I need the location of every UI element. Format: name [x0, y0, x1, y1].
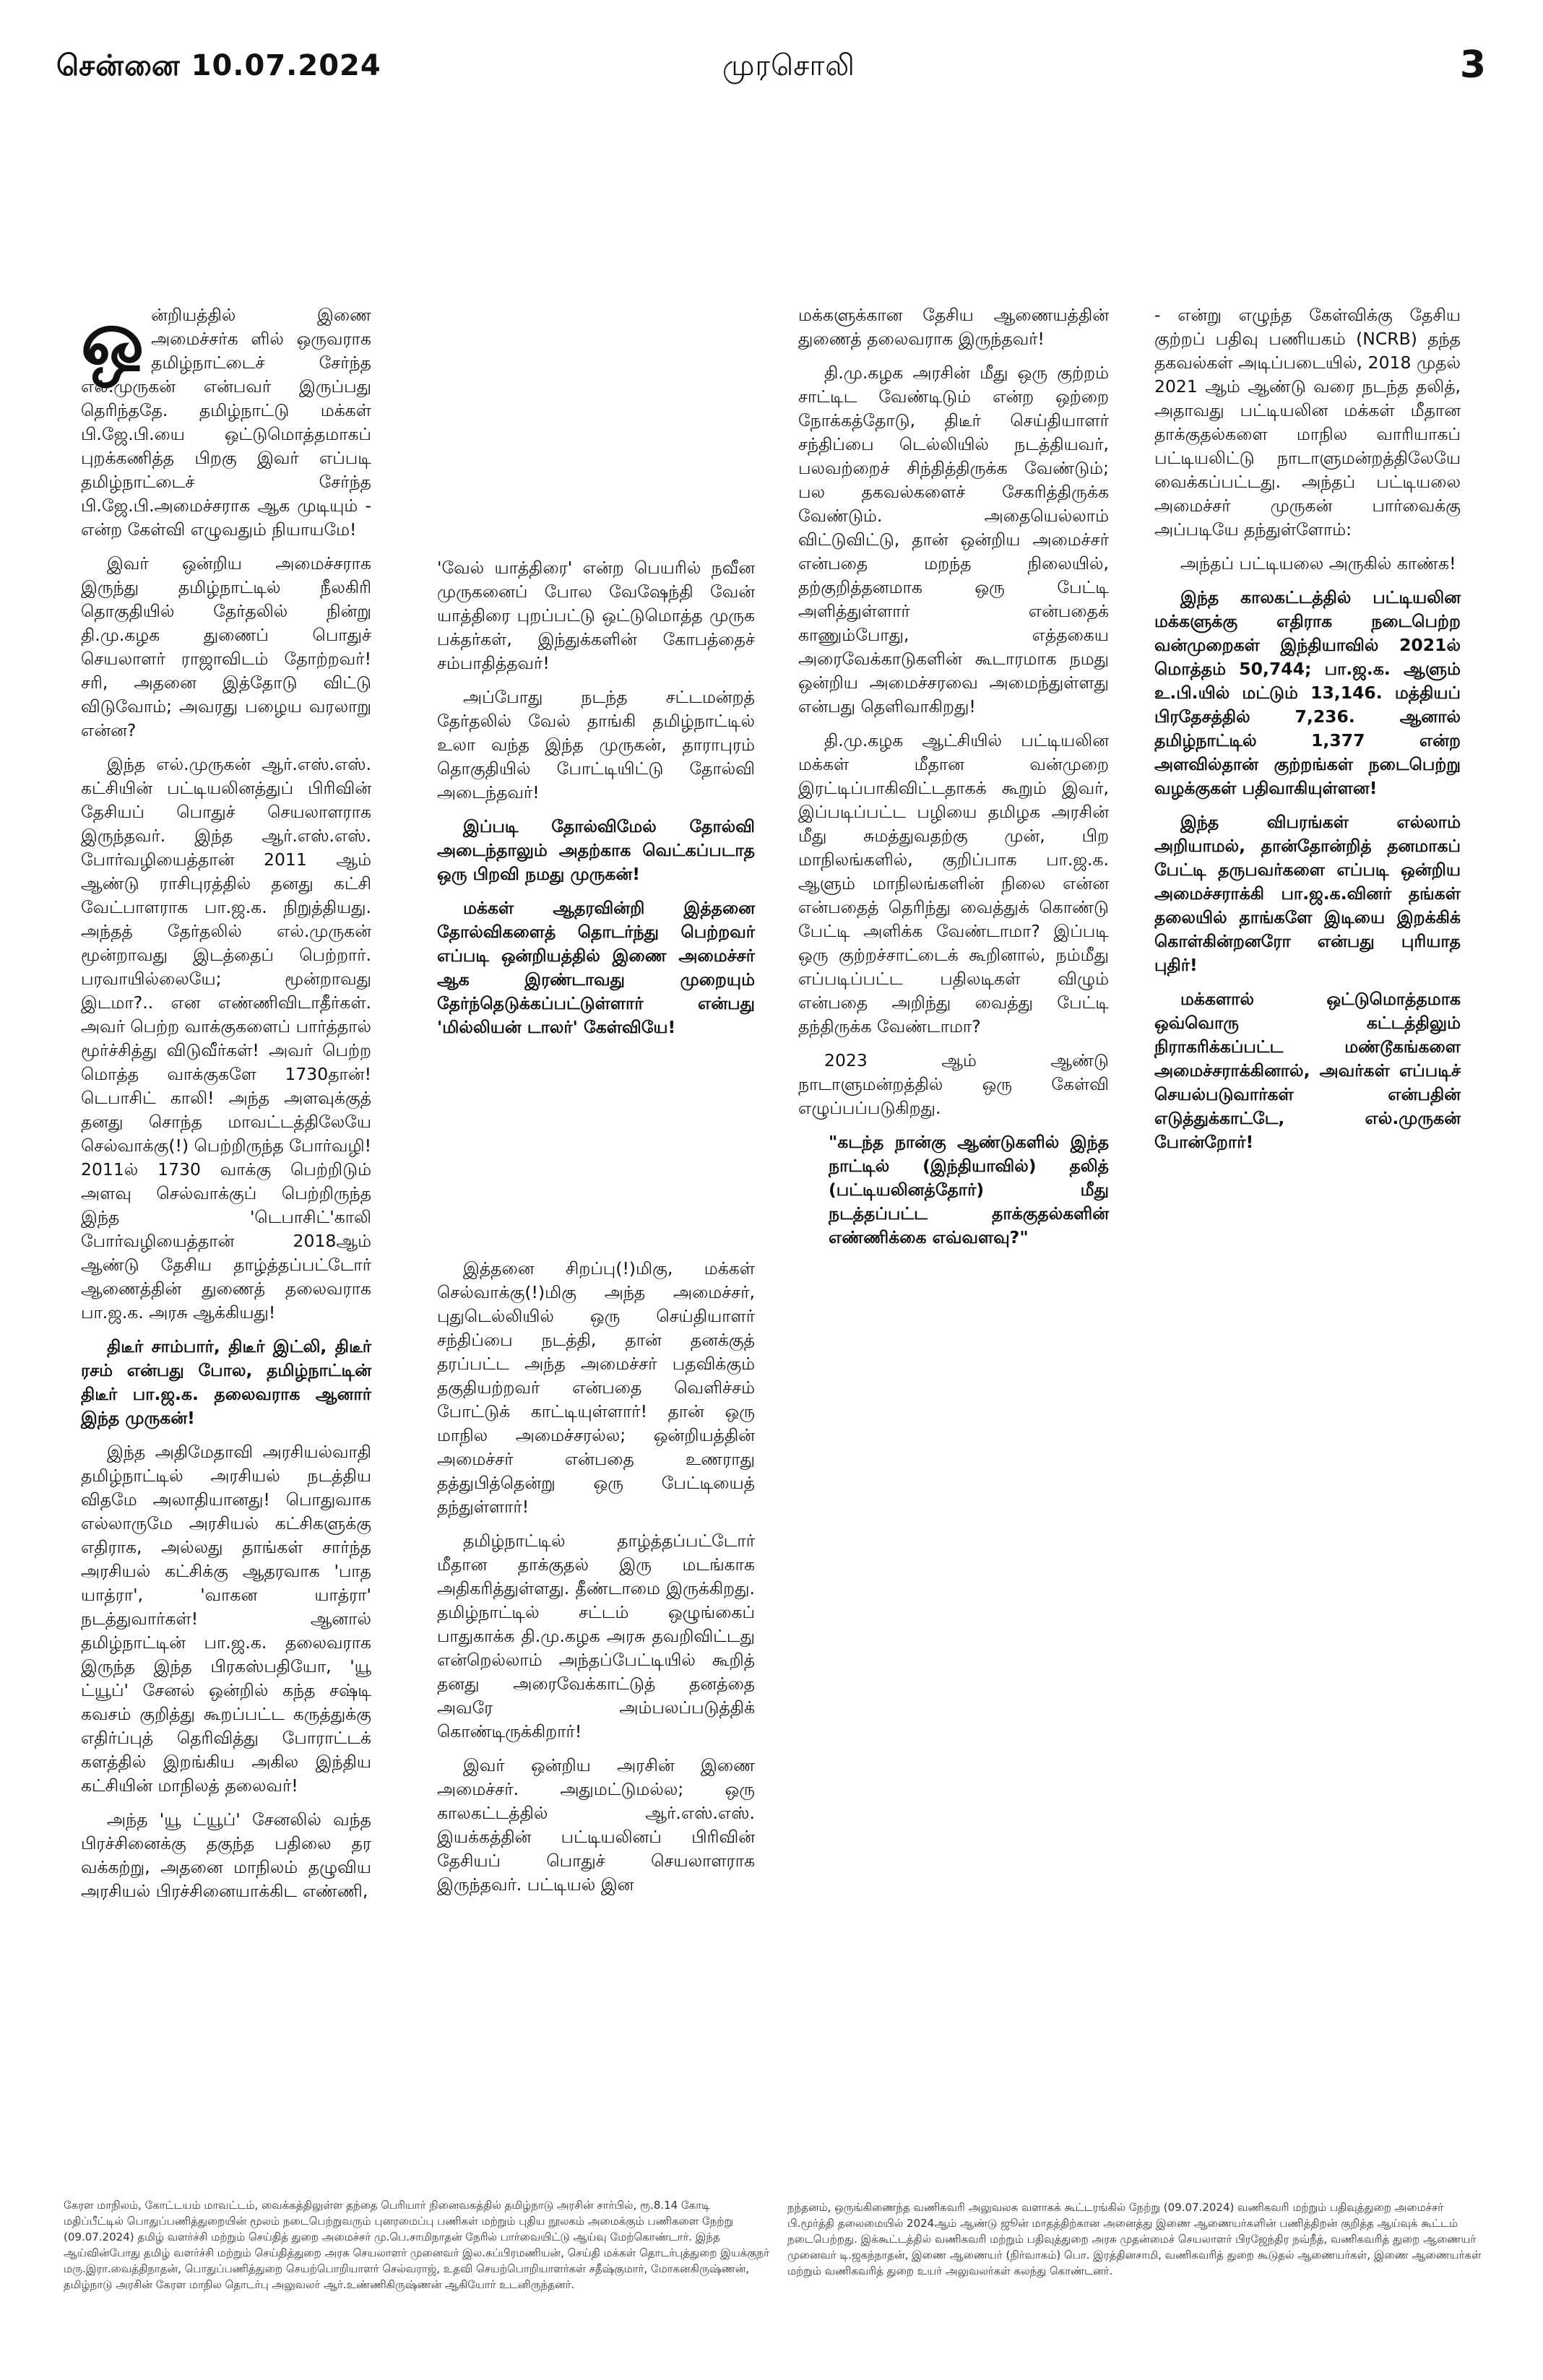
- article-paragraph-bold: மக்களால் ஒட்டுமொத்தமாக ஒவ்வொரு கட்டத்திலும் நிராகரிக்கப்பட்ட மண்டூகங்களை அமைச்சராக்கினால், அவர்கள் எப்படிச் செயல்படுவார்கள் என்பதின் எடுத்துக்காட்டே, எல்.முருகன் போன்றோர்!: [1154, 989, 1461, 1152]
- article-paragraph-bold: இந்த விபரங்கள் எல்லாம் அறியாமல், தான்தோன்றித் தனமாகப் பேட்டி தருபவர்களை எப்படி ஒன்றிய அமைச்சராக்கி பா.ஜ.க.வினர் தங்கள் தலையில் தாங்களே இடியை இறக்கிக் கொள்கின்றனரோ என்பது புரியாத புதிர்!: [1154, 812, 1461, 975]
- article-paragraph: இந்த எல்.முருகன் ஆர்.எஸ்.எஸ். கட்சியின் பட்டியலினத்துப் பிரிவின் தேசியப் பொதுச் செயலாளராக இருந்தவர். இந்த ஆர்.எஸ்.எஸ். போர்வழியைத்தான் 2011 ஆம் ஆண்டு ராசிபுரத்தில் தனது கட்சி வேட்பாளராக பா.ஜ.க. நிறுத்தியது. அந்தத் தேர்தலில் எல்.முருகன் மூன்றாவது இடத்தைப் பெற்றார். பரவாயில்லையே; மூன்றாவது இடமா?.. என எண்ணிவிடாதீர்கள். அவர் பெற்ற வாக்குகளைப் பார்த்தால் மூர்ச்சித்து விடுவீர்கள்! அவர் பெற்ற மொத்த வாக்குகளே 1730தான்! டெபாசிட் காலி! அந்த அளவுக்குத் தனது சொந்த மாவட்டத்திலேயே செல்வாக்கு(!) பெற்றிருந்த போர்வழி! 2011ல் 1730 வாக்கு பெற்றிடும் அளவு செல்வாக்குப் பெற்றிருந்த இந்த 'டெபாசிட்'காலி போர்வழியைத்தான் 2018ஆம் ஆண்டு தேசிய தாழ்த்தப்பட்டோர் ஆணைத்தின் துணைத் தலைவராக பா.ஜ.க. அரசு ஆக்கியது!: [81, 754, 372, 1323]
- page-number: 3: [1459, 43, 1487, 87]
- article-paragraph: - என்று எழுந்த கேள்விக்கு தேசிய குற்றப் பதிவு பணியகம் (NCRB) தந்த தகவல்கள் அடிப்படையில், 2018 முதல் 2021 ஆம் ஆண்டு வரை நடந்த தலித், அதாவது பட்டியலின மக்கள் மீதான தாக்குதல்களை மாநில வாரியாகப் பட்டியலிட்டு நாடாளுமன்றத்திலேயே வைக்கப்பட்டது. அந்தப் பட்டியலை அமைச்சர் முருகன் பார்வைக்கு அப்படியே தந்துள்ளோம்:: [1154, 305, 1461, 540]
- newspaper-name: முரசொலி: [722, 49, 855, 82]
- article-paragraph: தமிழ்நாட்டில் தாழ்த்தப்பட்டோர் மீதான தாக்குதல் இரு மடங்காக அதிகரித்துள்ளது. தீண்டாமை இருக்கிறது. தமிழ்நாட்டில் சட்டம் ஒழுங்கைப் பாதுகாக்க தி.மு.கழக அரசு தவறிவிட்டது என்றெல்லாம் அந்தப்பேட்டியில் கூறித் தனது அரைவேக்காட்டுத் தனத்தை அவரே அம்பலப்படுத்திக் கொண்டிருக்கிறார்!: [437, 1531, 755, 1741]
- article-paragraph-bold: திடீர் சாம்பார், திடீர் இட்லி, திடீர் ரசம் என்பது போல, தமிழ்நாட்டின் திடீர் பா.ஜ.க. தலைவராக ஆனார் இந்த முருகன்!: [81, 1336, 371, 1428]
- article-column-1: [81, 295, 372, 1913]
- article-paragraph-bold: மக்கள் ஆதரவின்றி இத்தனை தோல்விகளைத் தொடர்ந்து பெற்றவர் எப்படி ஒன்றியத்தில் இணை அமைச்சர் ஆக இரண்டாவது முறையும் தேர்ந்தெடுக்கப்பட்டுள்ளார் என்பது 'மில்லியன் டாலர்' கேள்வியே!: [437, 898, 755, 1037]
- article-column-3: [798, 303, 1109, 1260]
- article-paragraph: [81, 295, 371, 542]
- article-column-4: [1154, 303, 1461, 1164]
- article-paragraph: அப்போது நடந்த சட்டமன்றத் தேர்தலில் வேல் தாங்கி தமிழ்நாட்டில் உலா வந்த இந்த முருகன், தாராபுரம் தொகுதியில் போட்டியிட்டு தோல்வி அடைந்தவர்!: [437, 687, 755, 802]
- article-paragraph: அந்தப் பட்டியலை அருகில் காண்க!: [1180, 553, 1456, 574]
- article-paragraph: இவர் ஒன்றிய அரசின் இணை அமைச்சர். அதுமட்டுமல்ல; ஒரு காலகட்டத்தில் ஆர்.எஸ்.எஸ். இயக்கத்தின் பட்டியலினப் பிரிவின் தேசியப் பொதுச் செயலாளராக இருந்தவர். பட்டியல் இன: [437, 1755, 755, 1895]
- page-date: சென்னை 10.07.2024: [56, 49, 381, 82]
- drop-cap: ஒ: [81, 295, 144, 383]
- article-column-2-bottom: [437, 1257, 755, 1907]
- photo-caption-left: கேரள மாநிலம், கோட்டயம் மாவட்டம், வைக்கத்திலுள்ள தந்தை பெரியார் நினைவகத்தில் தமிழ்நாடு அரசின் சார்பில், ரூ.8.14 கோடி மதிப்பீட்டில் பொதுப்பணித்துறையின் மூலம் நடைபெற்றுவரும் புனரமைப்பு பணிகள் மற்றும் புதிய நூலகம் அமைக்கும் பணிகளை நேற்று (09.07.2024) தமிழ் வளர்ச்சி மற்றும் செய்தித் துறை அமைச்சர் மு.பெ.சாமிநாதன் நேரில் பார்வையிட்டு ஆய்வு மேற்கொண்டார். இந்த ஆய்வின்போது தமிழ் வளர்ச்சி மற்றும் செய்தித்துறை அரசு செயலாளர் முனைவர் இல.சுப்பிரமணியன், செய்தி மக்கள் தொடர்புத்துறை இயக்குநர் மரு.இரா.வைத்திநாதன், பொதுப்பணித்துறை செயற்பொறியாளர் செல்வராஜ், உதவி செயற்பொறியாளர்கள் சதீஷ்குமார், மோகனகிருஷ்ணன், தமிழ்நாடு அரசின் கேரள மாநில தொடர்பு அலுவலர் ஆர்.உண்ணிகிருஷ்ணன் ஆகியோர் உடனிருந்தனர்.: [64, 2199, 770, 2291]
- article-paragraph: தி.மு.கழக ஆட்சியில் பட்டியலின மக்கள் மீதான வன்முறை இரட்டிப்பாகிவிட்டதாகக் கூறும் இவர், இப்படிப்பட்ட பழியை தமிழக அரசின் மீது சுமத்துவதற்கு முன், பிற மாநிலங்களில், குறிப்பாக பா.ஜ.க. ஆளும் மாநிலங்களின் நிலை என்ன என்பதைத் தெரிந்து வைத்துக் கொண்டு பேட்டி அளிக்க வேண்டாமா? இப்படி ஒரு குற்றச்சாட்டைக் கூறினால், நம்மீது எப்படிப்பட்ட பதிலடிகள் விழும் என்பதை அறிந்து வைத்து பேட்டி தந்திருக்க வேண்டாமா?: [798, 730, 1109, 1037]
- article-paragraph: இத்தனை சிறப்பு(!)மிகு, மக்கள் செல்வாக்கு(!)மிகு அந்த அமைச்சர், புதுடெல்லியில் ஒரு செய்தியாளர் சந்திப்பை நடத்தி, தான் தனக்குத் தரப்பட்ட அந்த அமைச்சர் பதவிக்கும் தகுதியற்றவர் என்பதை வெளிச்சம் போட்டுக் காட்டியுள்ளார்! தான் ஒரு மாநில அமைச்சரல்ல; ஒன்றியத்தின் அமைச்சர் என்பதை உணராது தத்துபித்தென்று ஒரு பேட்டியைத் தந்துள்ளார்!: [437, 1258, 755, 1517]
- article-paragraph-bold: இப்படி தோல்விமேல் தோல்வி அடைந்தாலும் அதற்காக வெட்கப்படாத ஒரு பிறவி நமது முருகன்!: [437, 816, 755, 884]
- article-paragraph: 'வேல் யாத்திரை' என்ற பெயரில் நவீன முருகனைப் போல வேஷேந்தி வேன் யாத்திரை புறப்பட்டு ஒட்டுமொத்த முருக பக்தர்கள், இந்துக்களின் கோபத்தைச் சம்பாதித்தவர்!: [437, 558, 755, 673]
- article-paragraph: இந்த அதிமேதாவி அரசியல்வாதி தமிழ்நாட்டில் அரசியல் நடத்திய விதமே அலாதியானது! பொதுவாக எல்லாருமே அரசியல் கட்சிகளுக்கு எதிராக, அல்லது தாங்கள் சார்ந்த அரசியல் கட்சிக்கு ஆதரவாக 'பாத யாத்ரா', 'வாகன யாத்ரா' நடத்துவார்கள்! ஆனால் தமிழ்நாட்டின் பா.ஜ.க. தலைவராக இருந்த இந்த பிரகஸ்பதியோ, 'யூ ட்யூப்' சேனல் ஒன்றில் கந்த சஷ்டி கவசம் குறித்து கூறப்பட்ட கருத்துக்கு எதிர்ப்புத் தெரிவித்து போராட்டக் களத்தில் இறங்கிய அகில இந்திய கட்சியின் மாநிலத் தலைவர்!: [81, 1442, 371, 1796]
- paragraph-text: ன்றியத்தில் இணை அமைச்சர்க ளில் ஒருவராக தமிழ்நாட்டைச் சேர்ந்த எல்.முருகன் என்பவர் இருப்பது தெரிந்ததே. தமிழ்நாட்டு மக்கள் பி.ஜே.பி.யை ஒட்டுமொத்தமாகப் புறக்கணித்த பிறகு இவர் எப்படி தமிழ்நாட்டைச் சேர்ந்த பி.ஜே.பி.அமைச்சராக ஆக முடியும் - என்ற கேள்வி எழுவதும் நியாயமே!: [81, 305, 371, 540]
- article-column-2-top: [437, 556, 755, 1050]
- article-paragraph-bold: இந்த காலகட்டத்தில் பட்டியலின மக்களுக்கு எதிராக நடைபெற்ற வன்முறைகள் இந்தியாவில் 2021ல் மொத்தம் 50,744; பா.ஜ.க. ஆளும் உ.பி.யில் மட்டும் 13,146. மத்தியப் பிரதேசத்தில் 7,236. ஆனால் தமிழ்நாட்டில் 1,377 என்ற அளவில்தான் குற்றங்கள் நடைபெற்று வழக்குகள் பதிவாகியுள்ளன!: [1154, 587, 1461, 798]
- article-paragraph: தி.மு.கழக அரசின் மீது ஒரு குற்றம் சாட்டிட வேண்டிடும் என்ற ஒற்றை நோக்கத்தோடு, திடீர் செய்தியாளர் சந்திப்பை டெல்லியில் நடத்தியவர், பலவற்றைச் சிந்தித்திருக்க வேண்டும்; பல தகவல்களைச் சேகரித்திருக்க வேண்டும். அதையெல்லாம் விட்டுவிட்டு, தான் ஒன்றிய அமைச்சர் என்பதை மறந்த நிலையில், தற்குறித்தனமாக ஒரு பேட்டி அளித்துள்ளார் என்பதைக் காணும்போது, எத்தகைய அரைவேக்காடுகளின் கூடாரமாக நமது ஒன்றிய அமைச்சரவை அமைந்துள்ளது என்பது தெளிவாகிறது!: [798, 363, 1109, 717]
- article-quote: "கடந்த நான்கு ஆண்டுகளில் இந்த நாட்டில் (இந்தியாவில்) தலித் (பட்டியலினத்தோர்) மீது நடத்தப்பட்ட தாக்குதல்களின் எண்ணிக்கை எவ்வளவு?": [829, 1132, 1109, 1247]
- article-paragraph: மக்களுக்கான தேசிய ஆணையத்தின் துணைத் தலைவராக இருந்தவர்!: [798, 305, 1109, 349]
- photo-caption-right: நந்தனம், ஒருங்கிணைந்த வணிகவரி அலுவலக வளாகக் கூட்டரங்கில் நேற்று (09.07.2024) வணிகவரி மற்றும் பதிவுத்துறை அமைச்சர் பி.மூர்த்தி தலைமையில் 2024ஆம் ஆண்டு ஜூன் மாதத்திற்கான அனைத்து இணை ஆணையர்களின் பணித்திறன் குறித்த ஆய்வுக் கூட்டம் நடைபெற்றது. இக்கூட்டத்தில் வணிகவரி மற்றும் பதிவுத்துறை அரசு முதன்மைச் செயலாளர் பிரஜேந்திர நவ்நீத், வணிகவரித் துறை ஆணையர் முனைவர் டி.ஜகந்நாதன், இணை ஆணையர் (நிர்வாகம்) பொ. இரத்தினசாமி, வணிகவரித் துறை கூடுதல் ஆணையர்கள், இணை ஆணையர்கள் மற்றும் வணிகவரித் துறை உயர் அலுவலர்கள் கலந்து கொண்டனர்.: [787, 2201, 1482, 2277]
- article-paragraph: இவர் ஒன்றிய அமைச்சராக இருந்து தமிழ்நாட்டில் நீலகிரி தொகுதியில் தேர்தலில் நின்று தி.மு.கழக துணைப் பொதுச் செயலாளர் ராஜாவிடம் தோற்றவர்! சரி, அதனை இத்தோடு விட்டு விடுவோம்; அவரது பழைய வரலாறு என்ன?: [81, 553, 371, 740]
- article-paragraph: அந்த 'யூ ட்யூப்' சேனலில் வந்த பிரச்சினைக்கு தகுந்த பதிலை தர வக்கற்று, அதனை மாநிலம் தழுவிய அரசியல் பிரச்சினையாக்கிட எண்ணி,: [81, 1809, 371, 1901]
- article-paragraph: 2023 ஆம் ஆண்டு நாடாளுமன்றத்தில் ஒரு கேள்வி எழுப்பப்படுகிறது.: [798, 1050, 1109, 1118]
